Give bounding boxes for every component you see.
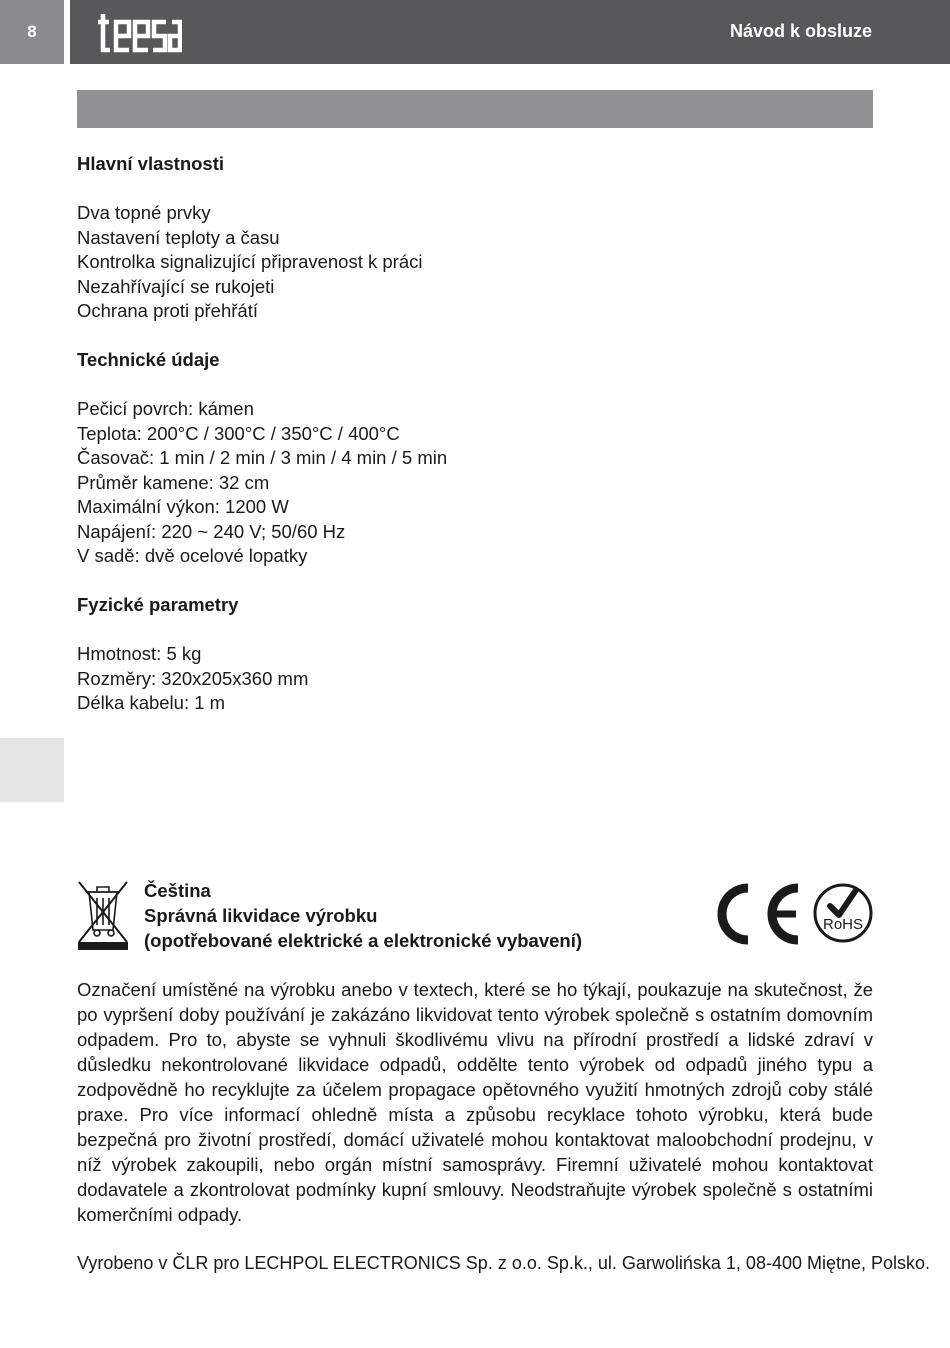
list-item: Časovač: 1 min / 2 min / 3 min / 4 min / 5 min — [77, 447, 448, 468]
weee-bin-icon — [77, 880, 129, 952]
list-item: Pečicí povrch: kámen — [77, 398, 254, 419]
list-item: Nezahřívající se rukojeti — [77, 275, 275, 297]
rohs-label: RoHS — [822, 916, 864, 933]
list-item: Maximální výkon: 1200 W — [77, 496, 289, 517]
disposal-title: Správná likvidace výrobku — [144, 905, 378, 926]
teesa-logo — [96, 10, 182, 54]
disposal-language: Čeština — [144, 880, 211, 901]
rohs-mark-icon — [812, 882, 874, 944]
disposal-subtitle: (opotřebované elektrické a elektronické vybavení) — [144, 930, 583, 951]
list-item: Nastavení teploty a času — [77, 226, 280, 248]
section-banner — [77, 90, 873, 128]
list-item: Průměr kamene: 32 cm — [77, 471, 270, 493]
header-bar — [70, 0, 950, 64]
spec-content — [77, 152, 873, 716]
disposal-heading — [144, 878, 582, 953]
list-item: Rozměry: 320x205x360 mm — [77, 667, 309, 689]
list-item: Napájení: 220 ~ 240 V; 50/60 Hz — [77, 520, 346, 542]
list-item: V sadě: dvě ocelové lopatky — [77, 545, 308, 566]
side-tab — [0, 738, 64, 802]
list-item: Hmotnost: 5 kg — [77, 643, 202, 664]
technical-heading: Technické údaje — [77, 349, 220, 370]
page-number: 8 — [0, 0, 64, 64]
features-heading: Hlavní vlastnosti — [77, 153, 225, 174]
list-item: Teplota: 200°C / 300°C / 350°C / 400°C — [77, 422, 400, 444]
physical-heading: Fyzické parametry — [77, 594, 239, 615]
header-title: Návod k obsluze — [729, 21, 872, 41]
list-item: Délka kabelu: 1 m — [77, 692, 226, 713]
ce-mark-icon — [712, 882, 804, 946]
list-item: Dva topné prvky — [77, 202, 211, 223]
disposal-text: Označení umístěné na výrobku anebo v textech, které se ho týkají, poukazuje na skutečnost, že po vypršení doby používání je zakázáno likvidovat tento výrobek společně s ostatním domovním odpadem. Pro to, abyste se vyhnuli škodlivému vlivu na přírodní prostředí a lidské zdraví v důsledku nekontrolované likvidace odpadů, oddělte tento výrobek od odpadů jiného typu a zodpovědně ho recyklujte za účelem propagace opětovného využití hmotných zdrojů coby stálé praxe. Pro více informací ohledně místa a způsobu recyklace tohoto výrobku, která bude bezpečná pro životní prostředí, domácí uživatelé mohou kontaktovat maloobchodní prodejnu, v níž výrobek zakoupili, nebo orgán místní samosprávy. Firemní uživatelé mohou kontaktovat dodavatele a zkontrolovat podmínky kupní smlouvy. Neodstraňujte výrobek společně s ostatními komerčními odpady. — [77, 979, 873, 1225]
list-item: Ochrana proti přehřátí — [77, 300, 258, 321]
manufacturer-footer: Vyrobeno v ČLR pro LECHPOL ELECTRONICS Sp. z o.o. Sp.k., ul. Garwolińska 1, 08-400 Miętne, Polsko. — [77, 1253, 931, 1273]
list-item: Kontrolka signalizující připravenost k práci — [77, 251, 423, 272]
